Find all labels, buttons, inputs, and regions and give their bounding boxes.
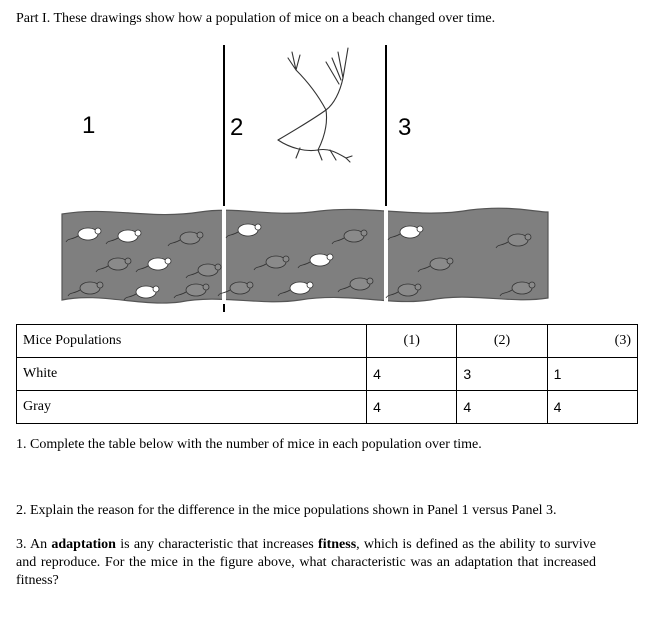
table-row bbox=[17, 358, 638, 391]
question-3 bbox=[16, 536, 596, 590]
panel-number-3: 3 bbox=[398, 114, 412, 141]
panel-number-1: 1 bbox=[82, 112, 96, 139]
worksheet-heading: Part I. These drawings show how a population of mice on a beach changed over time. bbox=[16, 11, 496, 26]
table-cell[interactable]: 4 bbox=[367, 358, 457, 391]
mice-populations-table bbox=[16, 324, 638, 424]
table-cell[interactable]: 3 bbox=[457, 358, 547, 391]
header-cell: (1) bbox=[367, 325, 457, 358]
table-cell[interactable]: 4 bbox=[367, 391, 457, 424]
question-1: 1. Complete the table below with the number of mice in each population over time. bbox=[16, 437, 482, 452]
term-adaptation: adaptation bbox=[51, 537, 116, 552]
hawk-drawing bbox=[278, 48, 352, 162]
table-cell[interactable]: 4 bbox=[457, 391, 547, 424]
header-cell: (3) bbox=[547, 325, 637, 358]
header-cell: (2) bbox=[457, 325, 547, 358]
panel-number-2: 2 bbox=[230, 114, 244, 141]
table-cell[interactable]: 4 bbox=[547, 391, 637, 424]
table-row bbox=[17, 391, 638, 424]
q3-text: 3. An bbox=[16, 537, 52, 552]
row-label: Gray bbox=[17, 391, 367, 424]
q3-text: is any characteristic that increases bbox=[115, 537, 319, 552]
q3-text: , which is defined as the ability to survive and reproduce. For the mice in the figure above, what characteristic was an adaptation that increased fitness? bbox=[16, 537, 596, 588]
table-cell[interactable]: 1 bbox=[547, 358, 637, 391]
row-label: White bbox=[17, 358, 367, 391]
question-2: 2. Explain the reason for the difference in the mice populations shown in Panel 1 versus Panel 3. bbox=[16, 503, 557, 518]
term-fitness: fitness bbox=[318, 537, 357, 552]
header-cell: Mice Populations bbox=[17, 325, 367, 358]
table-header-row bbox=[17, 325, 638, 358]
